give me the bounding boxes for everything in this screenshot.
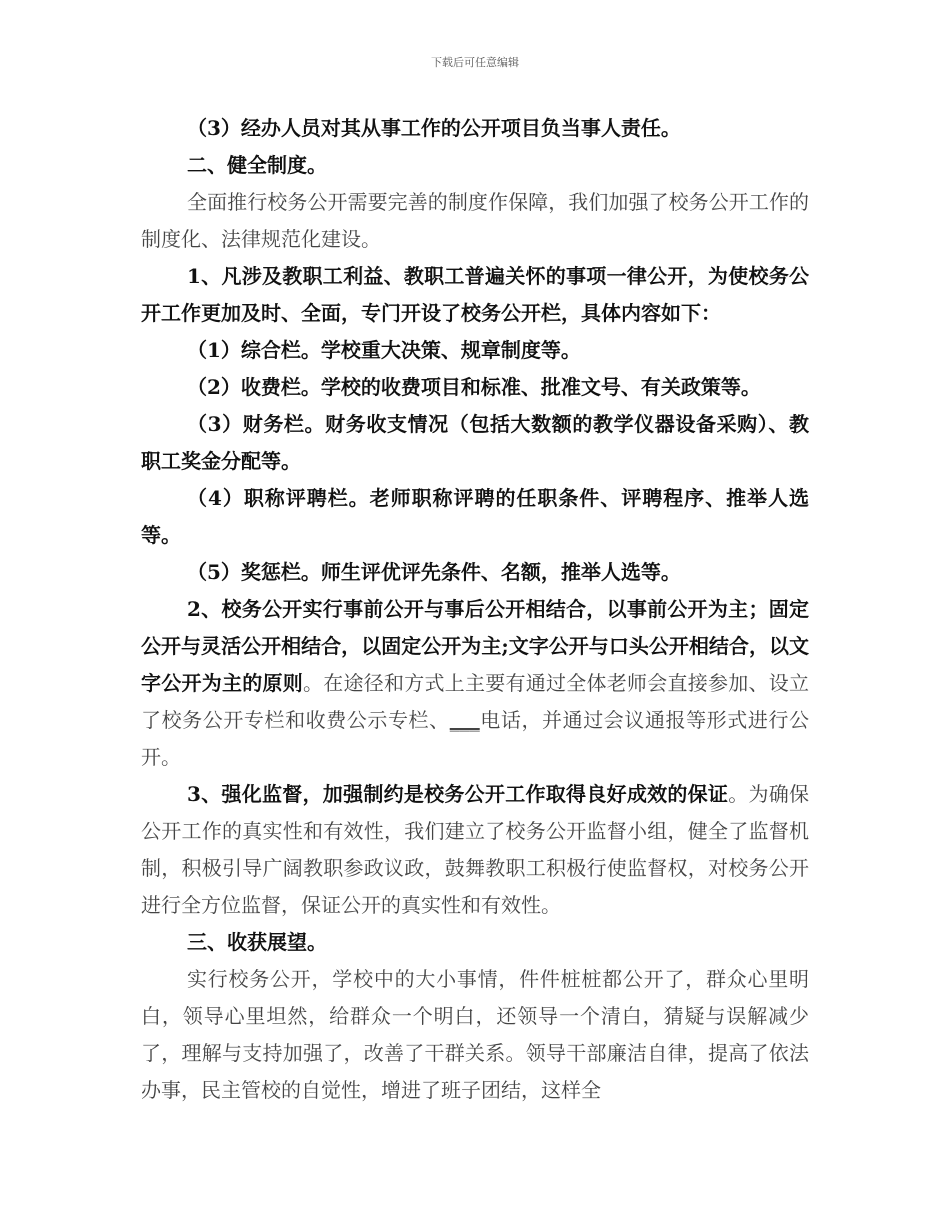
list-item-finance: （3）财务栏。财务收支情况（包括大数额的教学仪器设备采购）、教职工奖金分配等。	[141, 412, 809, 473]
paragraph-system-intro: 全面推行校务公开需要完善的制度作保障，我们加强了校务公开工作的制度化、法律规范化建设。	[141, 190, 809, 251]
list-item-titles: （4）职称评聘栏。老师职称评聘的任职条件、评聘程序、推举人选等。	[141, 486, 809, 547]
phone-blank: ___	[449, 708, 480, 732]
paragraph-outcomes: 实行校务公开，学校中的大小事情，件件桩桩都公开了，群众心里明白，领导心里坦然，给群众一个明白，还领导一个清白，猜疑与误解减少了，理解与支持加强了，改善了干群关系。领导干部廉洁自律，提高了依法办事，民主管校的自觉性，增进了班子团结，这样全	[141, 967, 809, 1102]
item-3-heading: 3、强化监督，加强制约是校务公开工作取得良好成效的保证	[187, 782, 729, 806]
section-heading-3: 三、收获展望。	[187, 930, 327, 954]
paragraph-responsibility: （3）经办人员对其从事工作的公开项目负当事人责任。	[187, 116, 681, 140]
list-item-comprehensive: （1）综合栏。学校重大决策、规章制度等。	[187, 338, 581, 362]
list-item-fees: （2）收费栏。学校的收费项目和标准、批准文号、有关政策等。	[187, 375, 761, 399]
item-2-principle: 2、校务公开实行事前公开与事后公开相结合，以事前公开为主；固定公开与灵活公开相结合，以固定公开为主;文字公开与口头公开相结合，以文字公开为主的原则	[141, 597, 809, 695]
paragraph-item-2	[141, 591, 809, 776]
section-heading-2: 二、健全制度。	[187, 153, 327, 177]
item-2-methods: 。在途径和方式上主要有通过全体老师会直接参加、设立了校务公开专栏和收费公示专栏、	[141, 671, 809, 732]
page-header: 下载后可任意编辑	[431, 56, 519, 69]
list-item-rewards: （5）奖惩栏。师生评优评先条件、名额，推举人选等。	[187, 560, 681, 584]
paragraph-item-3	[141, 776, 809, 924]
paragraph-item-1: 1、凡涉及教职工利益、教职工普遍关怀的事项一律公开，为使校务公开工作更加及时、全面，专门开设了校务公开栏，具体内容如下：	[141, 264, 809, 325]
item-2-methods-cont: 电话，并通过会议通报等形式进行公开。	[141, 708, 810, 769]
document-body	[141, 110, 809, 1109]
item-3-body: 。为确保公开工作的真实性和有效性，我们建立了校务公开监督小组，健全了监督机制，积极引导广阔教职参政议政，鼓舞教职工积极行使监督权，对校务公开进行全方位监督，保证公开的真实性和有效性。	[141, 782, 809, 917]
